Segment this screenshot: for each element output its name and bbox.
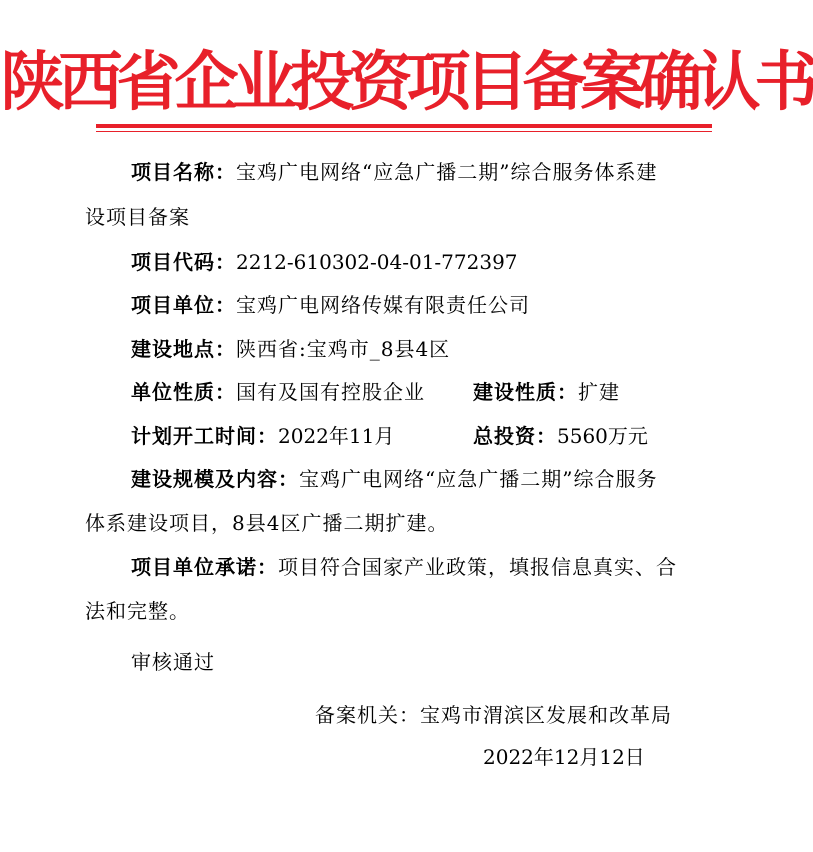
scale-content-value-line2: 体系建设项目，8县4区广播二期扩建。 — [85, 511, 449, 535]
project-name-line2 — [85, 203, 190, 231]
construction-site-line — [131, 335, 450, 363]
project-name-value-line1: 宝鸡广电网络“应急广播二期”综合服务体系建 — [236, 160, 658, 184]
total-investment-line — [473, 422, 648, 450]
document-title: 陕西省企业投资项目备案确认书 — [0, 45, 813, 120]
filing-authority: 备案机关：宝鸡市渭滨区发展和改革局 — [315, 703, 672, 727]
project-unit-label: 项目单位： — [131, 293, 236, 317]
project-code-label: 项目代码： — [131, 250, 236, 274]
construction-site-value: 陕西省:宝鸡市_8县4区 — [236, 337, 451, 361]
total-investment-value: 5560万元 — [557, 424, 648, 448]
unit-nature-line — [131, 378, 425, 406]
commitment-value-line1: 项目符合国家产业政策，填报信息真实、合 — [278, 555, 677, 579]
title-rule-thick — [96, 124, 712, 128]
total-investment-label: 总投资： — [473, 424, 557, 448]
project-name-line1 — [131, 158, 657, 186]
planned-start-value: 2022年11月 — [278, 424, 395, 448]
scale-content-label: 建设规模及内容： — [131, 467, 299, 491]
project-name-label: 项目名称： — [131, 160, 236, 184]
scale-content-line1 — [131, 465, 657, 493]
unit-nature-label: 单位性质： — [131, 380, 236, 404]
construction-nature-value: 扩建 — [578, 380, 620, 404]
project-name-value-line2: 设项目备案 — [85, 205, 190, 229]
project-code-line — [131, 248, 518, 276]
commitment-label: 项目单位承诺： — [131, 555, 278, 579]
project-unit-value: 宝鸡广电网络传媒有限责任公司 — [236, 293, 530, 317]
review-status: 审核通过 — [131, 650, 215, 674]
scale-content-line2 — [85, 509, 448, 537]
document-date: 2022年12月12日 — [483, 745, 645, 769]
commitment-line2 — [85, 597, 190, 625]
construction-nature-line — [473, 378, 620, 406]
project-code-value: 2212-610302-04-01-772397 — [236, 250, 518, 274]
unit-nature-value: 国有及国有控股企业 — [236, 380, 425, 404]
planned-start-label: 计划开工时间： — [131, 424, 278, 448]
planned-start-line — [131, 422, 394, 450]
construction-nature-label: 建设性质： — [473, 380, 578, 404]
scale-content-value-line1: 宝鸡广电网络“应急广播二期”综合服务 — [299, 467, 658, 491]
title-rule-thin — [96, 131, 712, 132]
commitment-line1 — [131, 553, 677, 581]
construction-site-label: 建设地点： — [131, 337, 236, 361]
project-unit-line — [131, 291, 530, 319]
commitment-value-line2: 法和完整。 — [85, 599, 190, 623]
